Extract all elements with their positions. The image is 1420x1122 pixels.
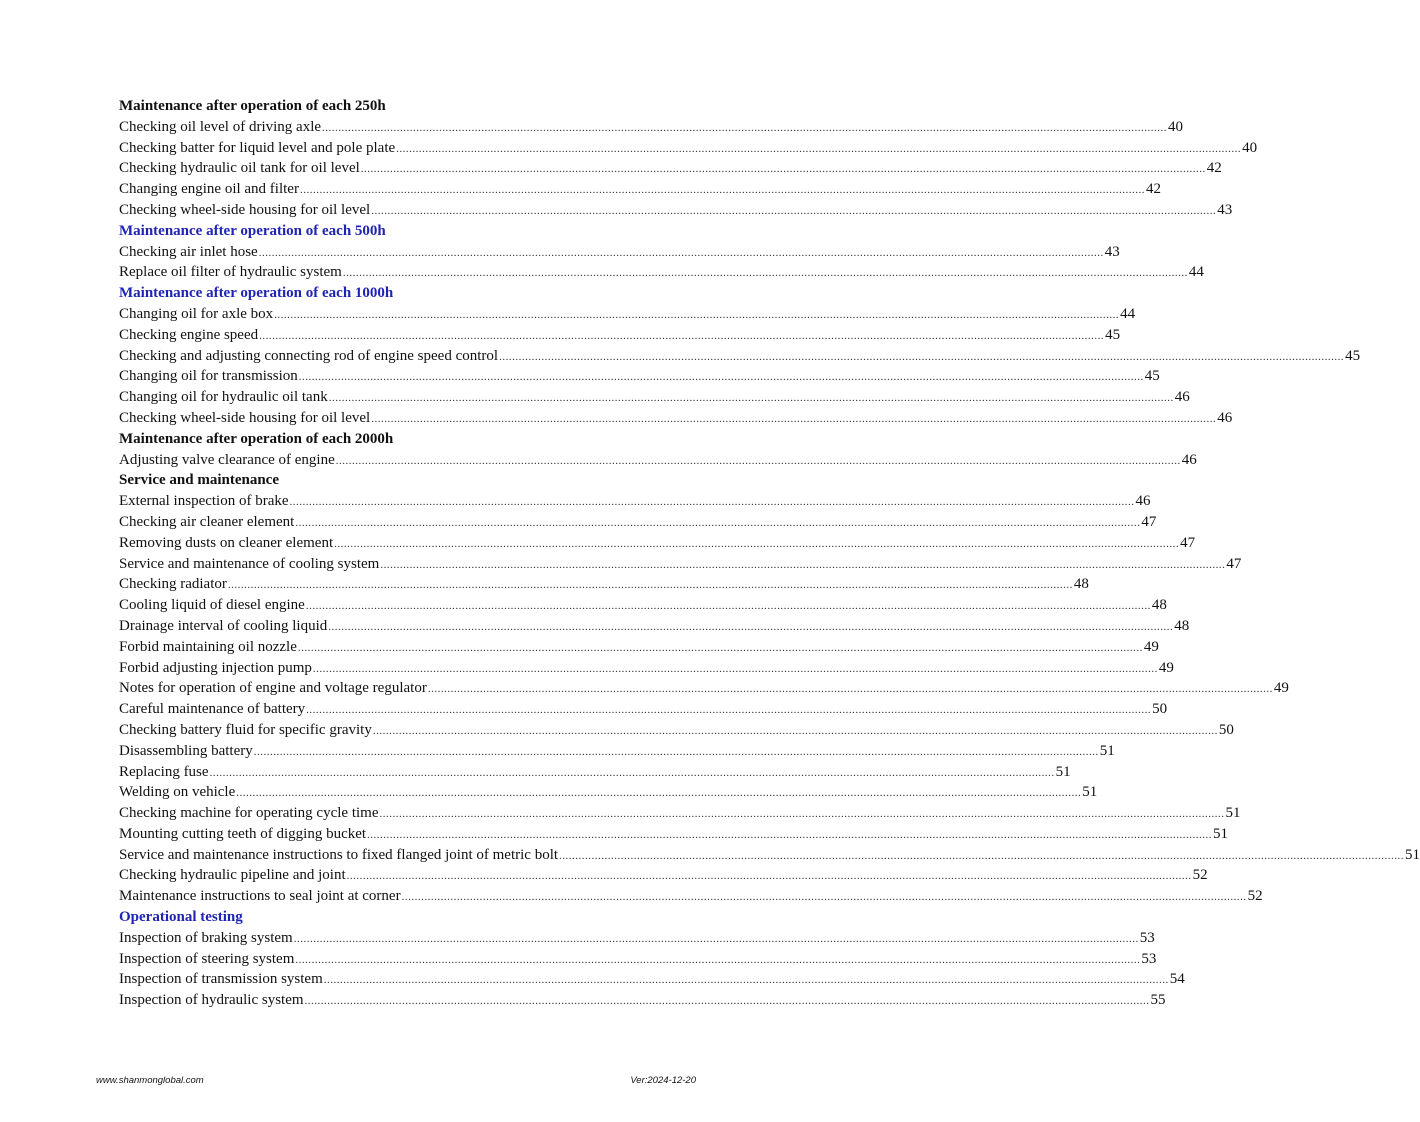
toc-entry-title: Drainage interval of cooling liquid <box>119 617 328 634</box>
dot-leader: .................................................................................................................................................................................................................................................................... <box>297 641 1143 654</box>
toc-entry-title: Checking air inlet hose <box>119 243 258 260</box>
toc-entry-title: Checking oil level of driving axle <box>119 118 322 135</box>
dot-leader: .................................................................................................................................................................................................................................................................... <box>334 537 1180 550</box>
toc-entry-page-number: 45 <box>1144 368 1160 385</box>
toc-entry-title: External inspection of brake <box>119 493 289 510</box>
toc-entry[interactable] <box>119 678 1289 699</box>
toc-section-heading: Maintenance after operation of each 1000h <box>119 285 394 302</box>
footer-version: Ver:2024-12-20 <box>630 1075 696 1086</box>
toc-entry-title: Checking machine for operating cycle time <box>119 805 379 822</box>
toc-entry-page-number: 51 <box>1082 784 1098 801</box>
dot-leader: .................................................................................................................................................................................................................................................................... <box>328 620 1174 633</box>
toc-entry-page-number: 50 <box>1218 721 1234 738</box>
toc-entry[interactable] <box>119 616 1190 637</box>
toc-entry-title: Replace oil filter of hydraulic system <box>119 264 342 281</box>
toc-entry-title: Checking engine speed <box>119 326 259 343</box>
dot-leader: .................................................................................................................................................................................................................................................................... <box>342 267 1188 280</box>
dot-leader: .................................................................................................................................................................................................................................................................... <box>274 308 1120 321</box>
toc-entry-page-number: 51 <box>1099 742 1115 759</box>
toc-entry-page-number: 45 <box>1345 347 1361 364</box>
toc-entry-page-number: 49 <box>1158 659 1174 676</box>
toc-entry[interactable] <box>119 803 1241 824</box>
dot-leader: .................................................................................................................................................................................................................................................................... <box>293 932 1139 945</box>
toc-entry-title: Forbid adjusting injection pump <box>119 659 312 676</box>
toc-entry-page-number: 53 <box>1139 929 1155 946</box>
toc-section-heading: Maintenance after operation of each 2000h <box>119 430 394 447</box>
dot-leader: .................................................................................................................................................................................................................................................................... <box>559 849 1405 862</box>
toc-entry-title: Service and maintenance of cooling system <box>119 555 380 572</box>
toc-entry-page-number: 48 <box>1151 597 1167 614</box>
dot-leader: .................................................................................................................................................................................................................................................................... <box>380 558 1226 571</box>
toc-entry-title: Welding on vehicle <box>119 784 236 801</box>
toc-entry[interactable] <box>119 554 1242 575</box>
dot-leader: .................................................................................................................................................................................................................................................................... <box>299 184 1145 197</box>
dot-leader: .................................................................................................................................................................................................................................................................... <box>322 121 1168 134</box>
toc-entry-page-number: 47 <box>1141 513 1157 530</box>
toc-entry[interactable] <box>119 990 1166 1011</box>
toc-entry-page-number: 46 <box>1135 493 1151 510</box>
toc-entry-title: Inspection of hydraulic system <box>119 992 304 1009</box>
toc-entry-page-number: 45 <box>1105 326 1121 343</box>
toc-entry[interactable] <box>119 533 1196 554</box>
toc-entry-title: Checking air cleaner element <box>119 513 295 530</box>
table-of-contents <box>119 96 1420 1011</box>
toc-entry-title: Adjusting valve clearance of engine <box>119 451 335 468</box>
toc-entry[interactable] <box>119 491 1151 512</box>
toc-entry[interactable] <box>119 200 1233 221</box>
dot-leader: .................................................................................................................................................................................................................................................................... <box>360 163 1206 176</box>
toc-entry-page-number: 46 <box>1181 451 1197 468</box>
toc-entry[interactable] <box>119 387 1190 408</box>
toc-entry-page-number: 46 <box>1174 389 1190 406</box>
dot-leader: .................................................................................................................................................................................................................................................................... <box>323 974 1169 987</box>
toc-entry-page-number: 52 <box>1192 867 1208 884</box>
toc-entry[interactable] <box>119 138 1258 159</box>
toc-entry-page-number: 47 <box>1226 555 1242 572</box>
toc-entry-page-number: 53 <box>1141 950 1157 967</box>
dot-leader: .................................................................................................................................................................................................................................................................... <box>396 142 1242 155</box>
toc-entry[interactable] <box>119 512 1157 533</box>
toc-entry-page-number: 49 <box>1143 638 1159 655</box>
toc-entry[interactable] <box>119 699 1168 720</box>
dot-leader: .................................................................................................................................................................................................................................................................... <box>259 329 1105 342</box>
toc-section-heading: Maintenance after operation of each 500h <box>119 222 386 239</box>
toc-entry[interactable] <box>119 741 1115 762</box>
dot-leader: .................................................................................................................................................................................................................................................................... <box>312 662 1158 675</box>
toc-entry-title: Checking and adjusting connecting rod of engine speed control <box>119 347 499 364</box>
toc-entry-title: Checking battery fluid for specific gravity <box>119 721 372 738</box>
toc-entry-title: Changing engine oil and filter <box>119 181 299 198</box>
footer-website: www.shanmonglobal.com <box>96 1075 204 1086</box>
dot-leader: .................................................................................................................................................................................................................................................................... <box>298 371 1144 384</box>
toc-entry-title: Removing dusts on cleaner element <box>119 534 334 551</box>
dot-leader: .................................................................................................................................................................................................................................................................... <box>401 891 1247 904</box>
dot-leader: .................................................................................................................................................................................................................................................................... <box>372 724 1218 737</box>
toc-entry-page-number: 46 <box>1217 409 1233 426</box>
toc-entry-title: Maintenance instructions to seal joint at corner <box>119 888 401 905</box>
toc-entry[interactable] <box>119 845 1420 866</box>
toc-entry[interactable] <box>119 325 1121 346</box>
toc-entry-title: Cooling liquid of diesel engine <box>119 597 305 614</box>
toc-entry-page-number: 51 <box>1225 805 1241 822</box>
dot-leader: .................................................................................................................................................................................................................................................................... <box>289 496 1135 509</box>
toc-entry-page-number: 51 <box>1055 763 1071 780</box>
toc-entry-page-number: 47 <box>1180 534 1196 551</box>
toc-entry-title: Disassembling battery <box>119 742 253 759</box>
toc-entry[interactable] <box>119 824 1229 845</box>
toc-entry[interactable] <box>119 595 1167 616</box>
dot-leader: .................................................................................................................................................................................................................................................................... <box>379 808 1225 821</box>
dot-leader: .................................................................................................................................................................................................................................................................... <box>328 392 1174 405</box>
dot-leader: .................................................................................................................................................................................................................................................................... <box>305 600 1151 613</box>
toc-entry-title: Mounting cutting teeth of digging bucket <box>119 825 367 842</box>
dot-leader: .................................................................................................................................................................................................................................................................... <box>427 683 1273 696</box>
dot-leader: .................................................................................................................................................................................................................................................................... <box>295 516 1141 529</box>
toc-entry[interactable] <box>119 179 1161 200</box>
toc-entry-title: Replacing fuse <box>119 763 209 780</box>
toc-entry[interactable] <box>119 658 1174 679</box>
toc-entry-page-number: 42 <box>1206 160 1222 177</box>
toc-entry-page-number: 42 <box>1145 181 1161 198</box>
toc-entry-title: Inspection of braking system <box>119 929 293 946</box>
toc-entry[interactable] <box>119 304 1136 325</box>
toc-entry-title: Changing oil for axle box <box>119 305 274 322</box>
dot-leader: .................................................................................................................................................................................................................................................................... <box>236 787 1082 800</box>
dot-leader: .................................................................................................................................................................................................................................................................... <box>335 454 1181 467</box>
toc-entry-title: Notes for operation of engine and voltage regulator <box>119 680 427 697</box>
toc-entry[interactable] <box>119 637 1159 658</box>
toc-entry-title: Checking hydraulic pipeline and joint <box>119 867 346 884</box>
toc-entry-page-number: 49 <box>1273 680 1289 697</box>
dot-leader: .................................................................................................................................................................................................................................................................... <box>295 953 1141 966</box>
dot-leader: .................................................................................................................................................................................................................................................................... <box>304 995 1150 1008</box>
toc-entry[interactable] <box>119 408 1233 429</box>
toc-entry-title: Checking wheel-side housing for oil level <box>119 409 371 426</box>
toc-entry-page-number: 51 <box>1213 825 1229 842</box>
dot-leader: .................................................................................................................................................................................................................................................................... <box>499 350 1345 363</box>
toc-entry[interactable] <box>119 450 1197 471</box>
toc-entry[interactable] <box>119 865 1208 886</box>
dot-leader: .................................................................................................................................................................................................................................................................... <box>346 870 1192 883</box>
toc-entry[interactable] <box>119 242 1120 263</box>
toc-entry[interactable] <box>119 762 1071 783</box>
dot-leader: .................................................................................................................................................................................................................................................................... <box>371 412 1217 425</box>
toc-entry-page-number: 40 <box>1242 139 1258 156</box>
toc-entry-title: Inspection of transmission system <box>119 971 323 988</box>
toc-section-heading: Operational testing <box>119 909 243 926</box>
toc-entry[interactable] <box>119 158 1222 179</box>
toc-entry[interactable] <box>119 886 1263 907</box>
toc-entry-title: Checking hydraulic oil tank for oil level <box>119 160 360 177</box>
toc-entry-page-number: 43 <box>1104 243 1120 260</box>
toc-entry[interactable] <box>119 117 1184 138</box>
toc-entry-page-number: 48 <box>1174 617 1190 634</box>
toc-section-heading: Service and maintenance <box>119 472 279 489</box>
dot-leader: .................................................................................................................................................................................................................................................................... <box>371 204 1217 217</box>
toc-entry-title: Changing oil for transmission <box>119 368 298 385</box>
toc-entry-title: Checking batter for liquid level and pole plate <box>119 139 396 156</box>
toc-entry-page-number: 44 <box>1120 305 1136 322</box>
toc-entry-title: Forbid maintaining oil nozzle <box>119 638 297 655</box>
toc-entry-title: Careful maintenance of battery <box>119 701 306 718</box>
toc-entry[interactable] <box>119 969 1185 990</box>
toc-entry-title: Checking wheel-side housing for oil level <box>119 201 371 218</box>
toc-entry-page-number: 52 <box>1247 888 1263 905</box>
toc-entry[interactable] <box>119 346 1361 367</box>
toc-entry[interactable] <box>119 262 1204 283</box>
dot-leader: .................................................................................................................................................................................................................................................................... <box>209 766 1055 779</box>
toc-entry-title: Checking radiator <box>119 576 227 593</box>
toc-entry-page-number: 54 <box>1169 971 1185 988</box>
toc-entry-title: Inspection of steering system <box>119 950 295 967</box>
toc-entry-title: Service and maintenance instructions to fixed flanged joint of metric bolt <box>119 846 559 863</box>
toc-entry-page-number: 51 <box>1405 846 1420 863</box>
toc-entry[interactable] <box>119 782 1098 803</box>
toc-entry-page-number: 43 <box>1217 201 1233 218</box>
toc-entry[interactable] <box>119 928 1155 949</box>
toc-section-heading: Maintenance after operation of each 250h <box>119 98 386 114</box>
toc-entry[interactable] <box>119 574 1089 595</box>
page-footer <box>96 1075 696 1086</box>
dot-leader: .................................................................................................................................................................................................................................................................... <box>306 704 1152 717</box>
dot-leader: .................................................................................................................................................................................................................................................................... <box>227 579 1073 592</box>
toc-entry[interactable] <box>119 720 1234 741</box>
toc-entry-page-number: 40 <box>1168 118 1184 135</box>
toc-entry-page-number: 50 <box>1152 701 1168 718</box>
dot-leader: .................................................................................................................................................................................................................................................................... <box>253 745 1099 758</box>
dot-leader: .................................................................................................................................................................................................................................................................... <box>367 828 1213 841</box>
toc-entry-page-number: 55 <box>1150 992 1166 1009</box>
toc-entry[interactable] <box>119 366 1160 387</box>
dot-leader: .................................................................................................................................................................................................................................................................... <box>258 246 1104 259</box>
toc-entry-title: Changing oil for hydraulic oil tank <box>119 389 328 406</box>
toc-entry-page-number: 44 <box>1188 264 1204 281</box>
toc-entry-page-number: 48 <box>1073 576 1089 593</box>
toc-entry[interactable] <box>119 949 1157 970</box>
